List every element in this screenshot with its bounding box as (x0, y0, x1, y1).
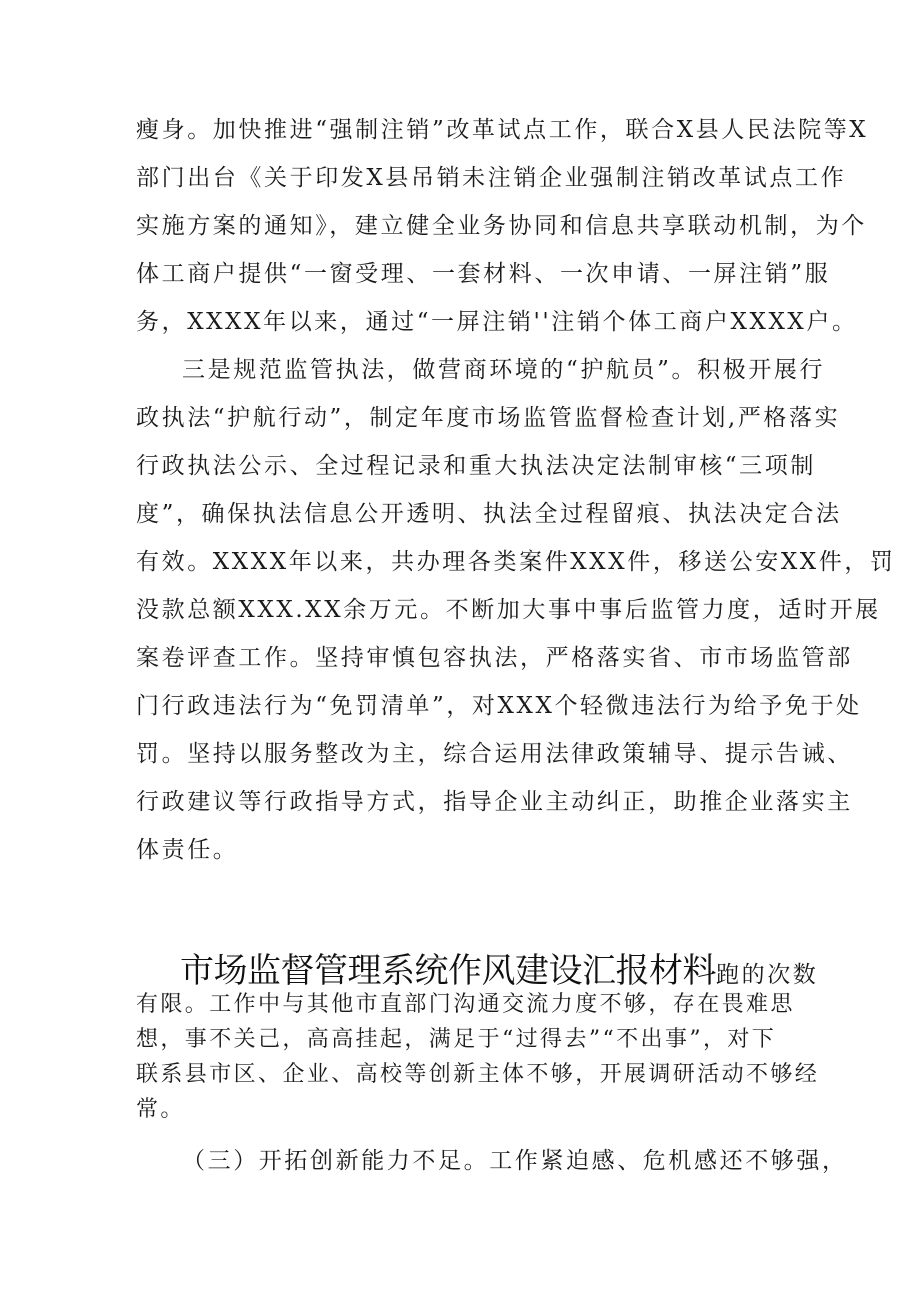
text-line: 门行政违法行为“免罚清单”，对XXX个轻微违法行为给予免于处 (136, 693, 862, 719)
text-line: 想，事不关己，高高挂起，满足于“过得去”“不出事”，对下 (136, 1027, 777, 1052)
text-line: 行政建议等行政指导方式，指导企业主动纠正，助推企业落实主 (136, 789, 853, 815)
text-line: 度”，确保执法信息公开透明、执法全过程留痕、执法决定合法 (136, 501, 842, 527)
text-line: 案卷评查工作。坚持审慎包容执法，严格落实省、市市场监管部 (136, 645, 853, 671)
text-line: 三是规范监管执法，做营商环境的“护航员”。积极开展行 (182, 357, 826, 383)
text-line: 行政执法公示、全过程记录和重大执法决定法制审核“三项制 (136, 453, 816, 479)
text-line: 常。 (136, 1097, 185, 1122)
text-line: 有效。XXXX年以来，共办理各类案件XXX件，移送公安XX件，罚 (136, 549, 896, 575)
heading-title: 市场监督管理系统作风建设汇报材料 (180, 951, 716, 991)
text-line: 务，XXXX年以来，通过“一屏注销''注销个体工商户XXXX户。 (136, 309, 858, 335)
text-line: 有限。工作中与其他市直部门沟通交流力度不够，存在畏难思 (136, 992, 795, 1017)
text-line: 联系县市区、企业、高校等创新主体不够，开展调研活动不够经 (136, 1062, 820, 1087)
document-heading (180, 943, 819, 992)
text-line: 体责任。 (136, 837, 239, 863)
text-line: 体工商户提供“一窗受理、一套材料、一次申请、一屏注销”服 (136, 261, 831, 287)
text-line: 实施方案的通知》，建立健全业务协同和信息共享联动机制，为个 (136, 213, 867, 239)
text-line: （三）开拓创新能力不足。工作紧迫感、危机感还不够强， (182, 1148, 848, 1174)
text-line: 瘦身。加快推进“强制注销”改革试点工作，联合X县人民法院等X (136, 117, 869, 143)
text-line: 没款总额XXX.XX余万元。不断加大事中事后监管力度，适时开展 (136, 597, 881, 623)
text-line: 政执法“护航行动”，制定年度市场监管监督检查计划,严格落实 (136, 405, 841, 431)
heading-tail-text: 跑的次数 (716, 962, 819, 988)
text-line: 部门出台《关于印发X县吊销未注销企业强制注销改革试点工作 (136, 165, 847, 191)
text-line: 罚。坚持以服务整改为主，综合运用法律政策辅导、提示告诫、 (136, 741, 853, 767)
